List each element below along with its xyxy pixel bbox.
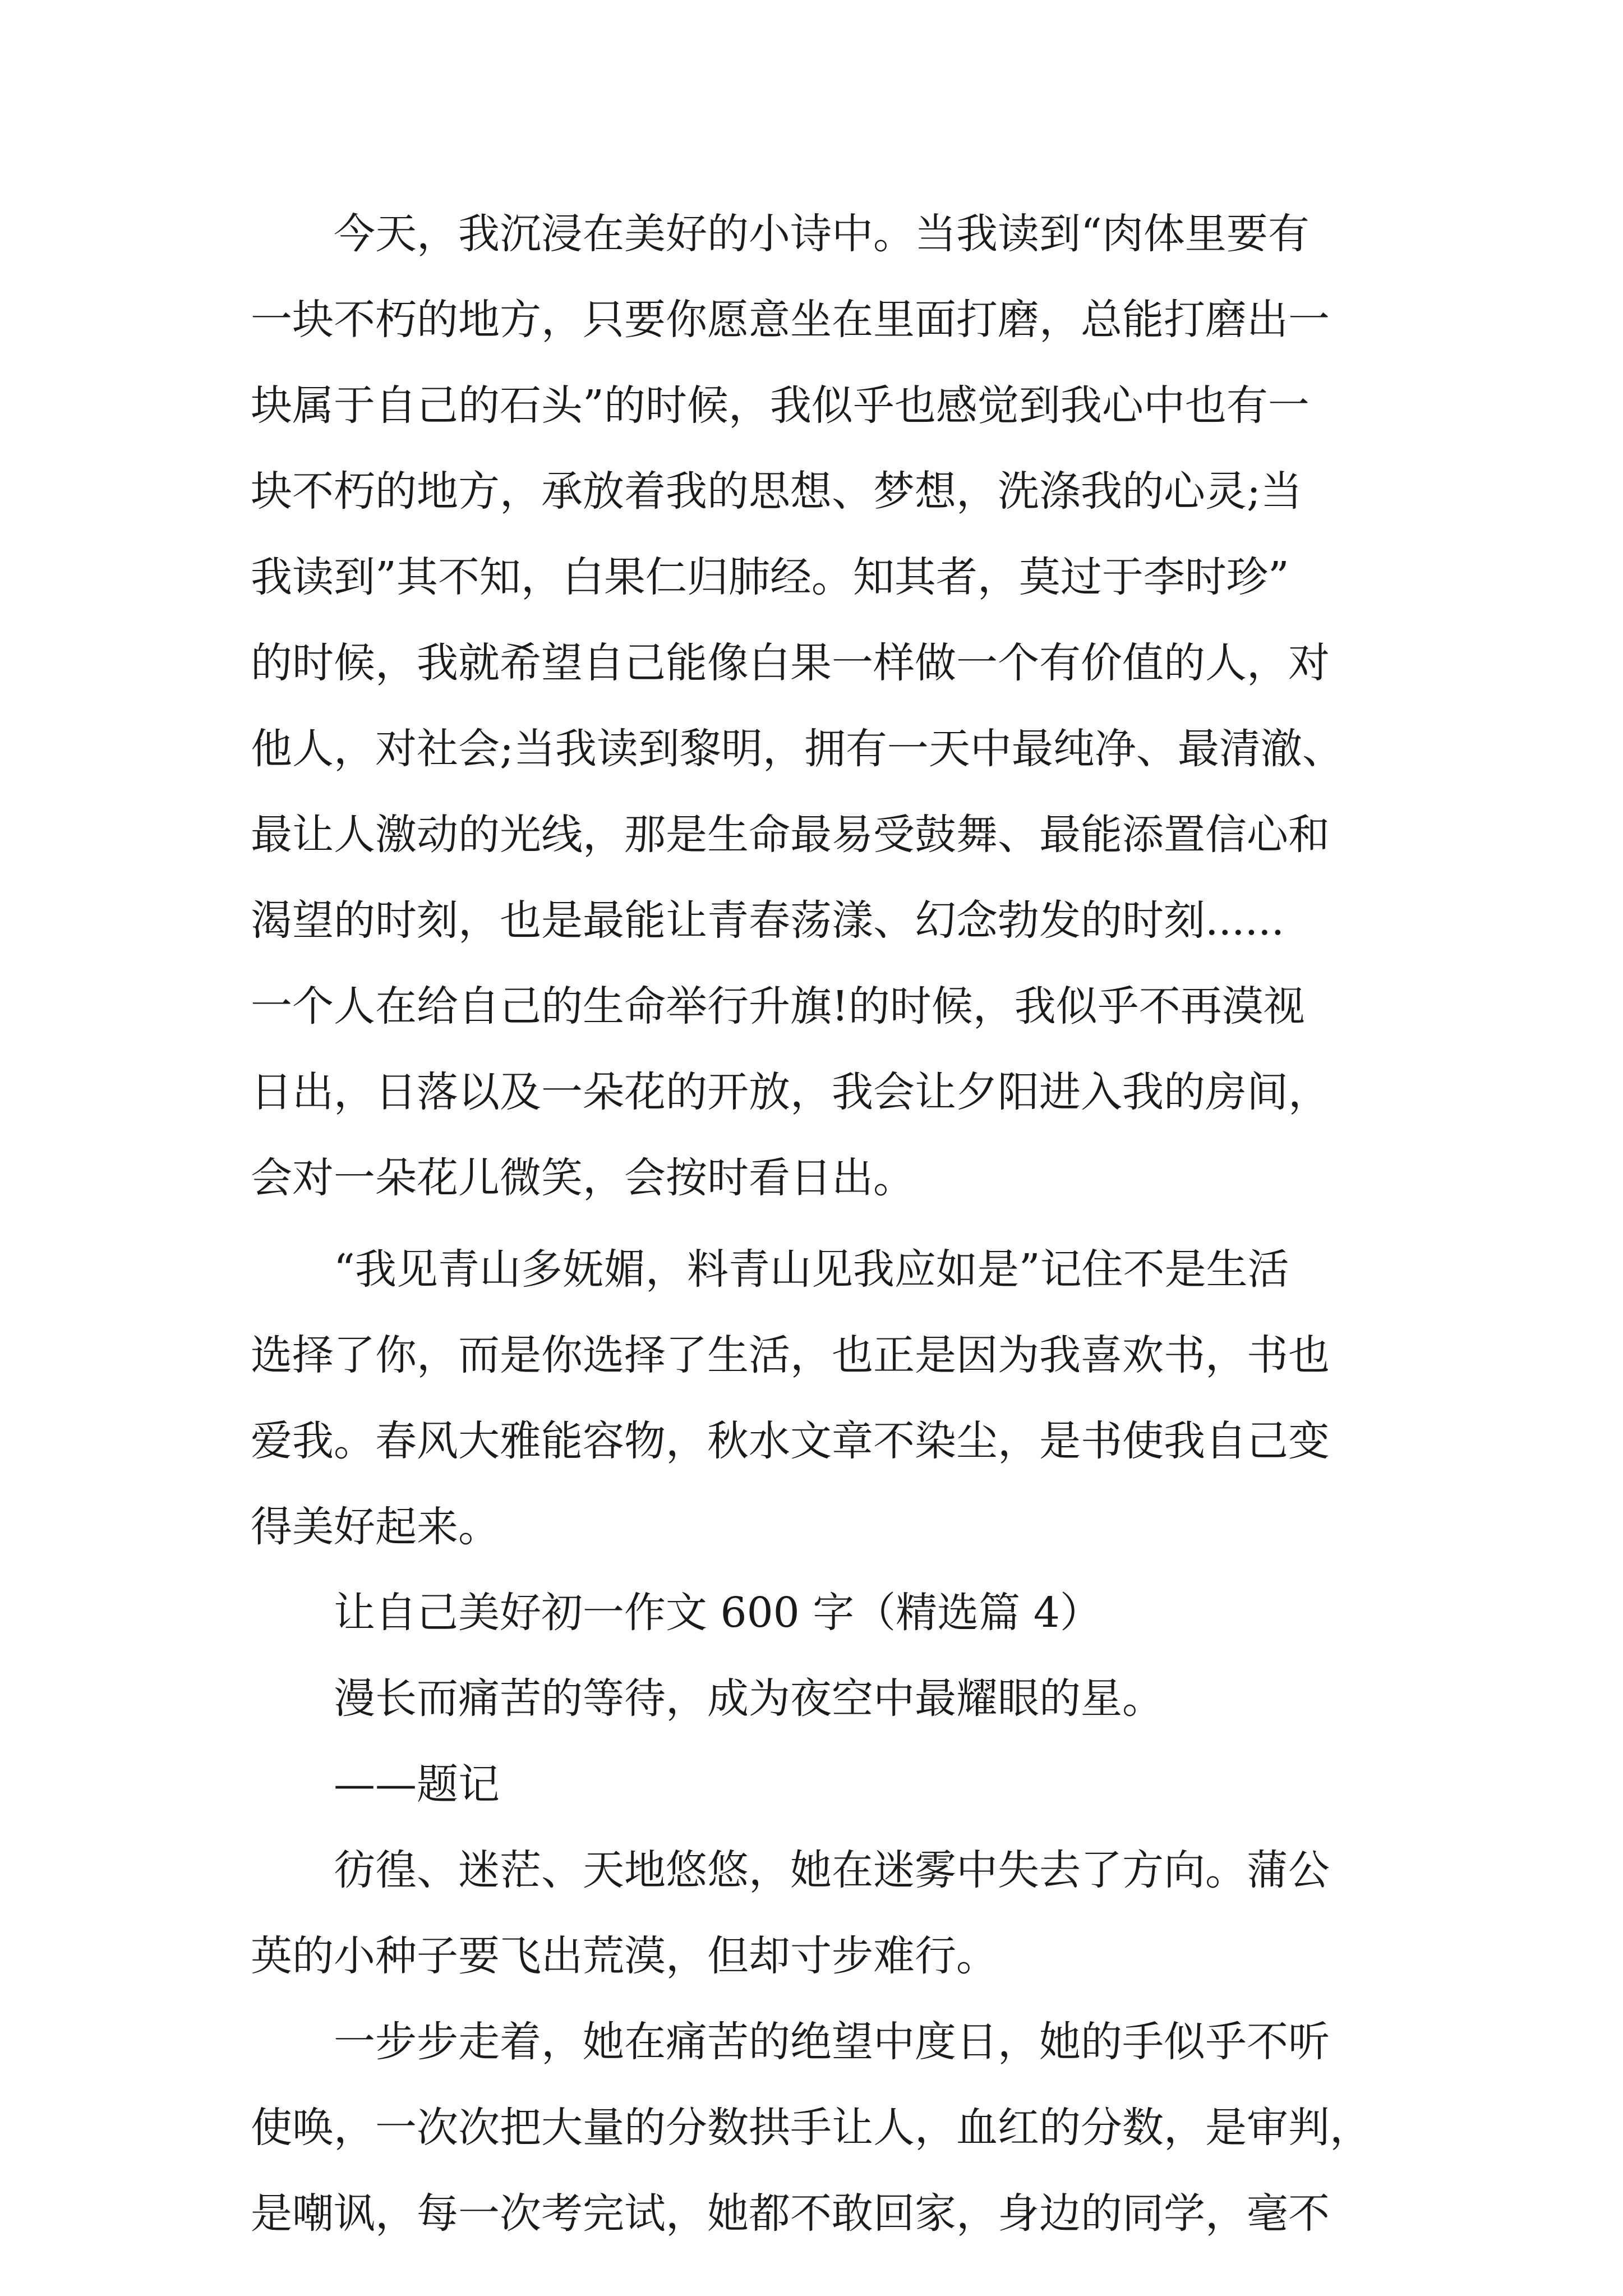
text-line: 今天，我沉浸在美好的小诗中。当我读到“肉体里要有 bbox=[251, 210, 1310, 258]
text-line: 一步步走着，她在痛苦的绝望中度日，她的手似乎不听 bbox=[251, 2018, 1330, 2066]
text-line: 是嘲讽，每一次考完试，她都不敢回家，身边的同学，毫不 bbox=[251, 2189, 1330, 2238]
text-line: 一个人在给自己的生命举行升旗!的时候，我似乎不再漠视 bbox=[251, 982, 1305, 1030]
text-line: 英的小种子要飞出荒漠，但却寸步难行。 bbox=[251, 1932, 998, 1980]
text-line: 使唤，一次次把大量的分数拱手让人，血红的分数，是审判， bbox=[251, 2104, 1371, 2152]
text-line: 日出，日落以及一朵花的开放，我会让夕阳进入我的房间， bbox=[251, 1068, 1330, 1116]
text-line: 渴望的时刻，也是最能让青春荡漾、幻念勃发的时刻...... bbox=[251, 896, 1285, 945]
text-line: ——题记 bbox=[251, 1760, 500, 1809]
text-line: “我见青山多妩媚，料青山见我应如是”记住不是生活 bbox=[251, 1245, 1289, 1294]
section-heading: 让自己美好初一作文 600 字（精选篇 4） bbox=[251, 1589, 1101, 1637]
text-line: 彷徨、迷茫、天地悠悠，她在迷雾中失去了方向。蒲公 bbox=[251, 1846, 1330, 1894]
text-line: 的时候，我就希望自己能像白果一样做一个有价值的人，对 bbox=[251, 639, 1330, 687]
text-line: 最让人激动的光线，那是生命最易受鼓舞、最能添置信心和 bbox=[251, 811, 1330, 859]
text-line: 得美好起来。 bbox=[251, 1503, 500, 1551]
text-line: 爱我。春风大雅能容物，秋水文章不染尘，是书使我自己变 bbox=[251, 1417, 1330, 1465]
text-line: 我读到”其不知，白果仁归肺经。知其者，莫过于李时珍” bbox=[251, 553, 1289, 601]
text-line: 一块不朽的地方，只要你愿意坐在里面打磨，总能打磨出一 bbox=[251, 296, 1330, 344]
text-line: 块属于自己的石头”的时候，我似乎也感觉到我心中也有一 bbox=[251, 381, 1310, 430]
text-line: 漫长而痛苦的等待，成为夜空中最耀眼的星。 bbox=[251, 1674, 1164, 1723]
text-line: 块不朽的地方，承放着我的思想、梦想，洗涤我的心灵;当 bbox=[251, 467, 1302, 516]
text-line: 会对一朵花儿微笑，会按时看日出。 bbox=[251, 1154, 915, 1202]
text-line: 他人，对社会;当我读到黎明，拥有一天中最纯净、最清澈、 bbox=[251, 725, 1344, 773]
text-line: 选择了你，而是你选择了生活，也正是因为我喜欢书，书也 bbox=[251, 1331, 1330, 1379]
